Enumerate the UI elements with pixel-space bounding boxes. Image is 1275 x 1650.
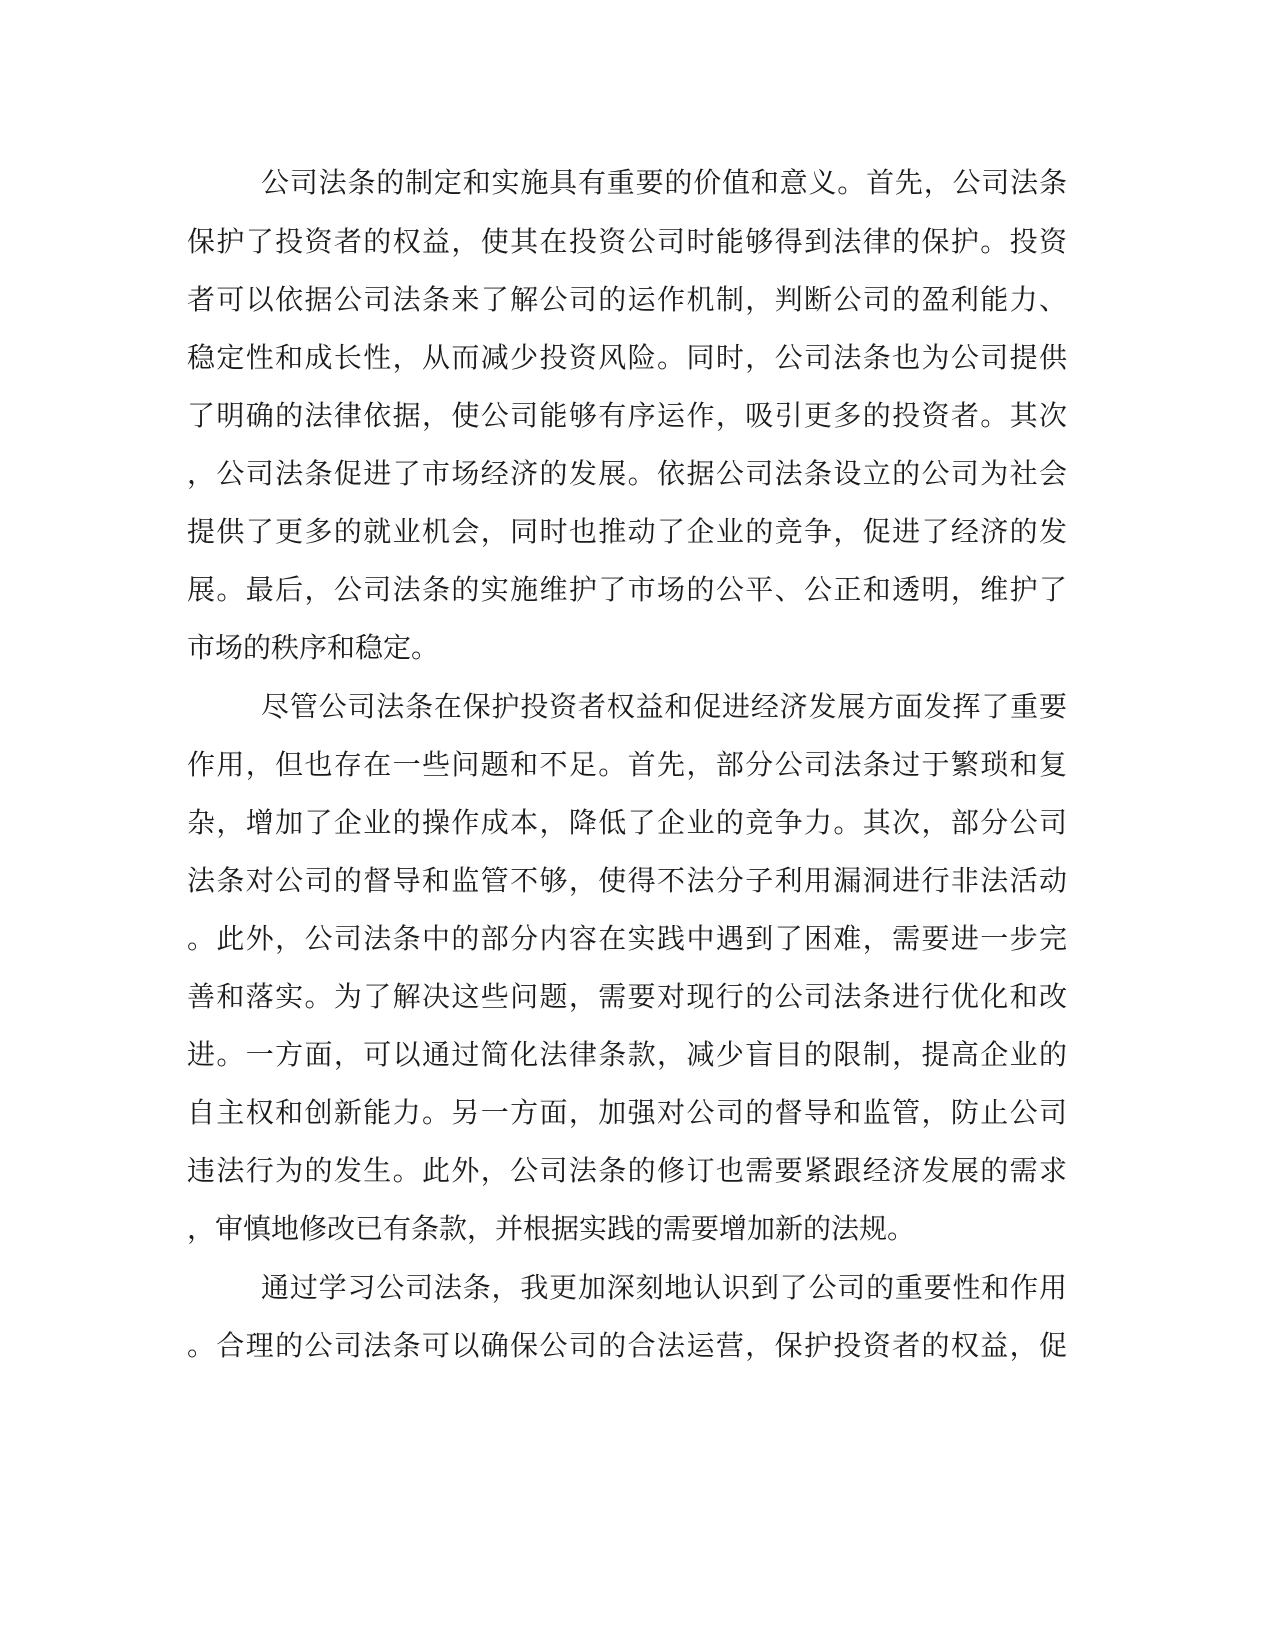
paragraph-line: 展。最后，公司法条的实施维护了市场的公平、公正和透明，维护了 bbox=[187, 573, 1067, 606]
paragraph-line: 。合理的公司法条可以确保公司的合法运营，保护投资者的权益，促 bbox=[187, 1329, 1067, 1362]
paragraph-line: 杂，增加了企业的操作成本，降低了企业的竞争力。其次，部分公司 bbox=[187, 806, 1067, 839]
paragraph-line: ，公司法条促进了市场经济的发展。依据公司法条设立的公司为社会 bbox=[187, 457, 1067, 490]
paragraph-line: 违法行为的发生。此外，公司法条的修订也需要紧跟经济发展的需求 bbox=[187, 1154, 1067, 1187]
paragraph-line: 稳定性和成长性，从而减少投资风险。同时，公司法条也为公司提供 bbox=[187, 341, 1067, 374]
paragraph-line: 作用，但也存在一些问题和不足。首先，部分公司法条过于繁琐和复 bbox=[187, 748, 1067, 781]
paragraph-line: 者可以依据公司法条来了解公司的运作机制，判断公司的盈利能力、 bbox=[187, 283, 1067, 316]
paragraph-line: 提供了更多的就业机会，同时也推动了企业的竞争，促进了经济的发 bbox=[187, 515, 1067, 548]
paragraph-line: 公司法条的制定和实施具有重要的价值和意义。首先，公司法条 bbox=[261, 166, 1067, 199]
paragraph-line: 尽管公司法条在保护投资者权益和促进经济发展方面发挥了重要 bbox=[261, 690, 1067, 723]
paragraph-line: 。此外，公司法条中的部分内容在实践中遇到了困难，需要进一步完 bbox=[187, 922, 1067, 955]
paragraph-line: 保护了投资者的权益，使其在投资公司时能够得到法律的保护。投资 bbox=[187, 225, 1067, 258]
paragraph-line: 通过学习公司法条，我更加深刻地认识到了公司的重要性和作用 bbox=[261, 1271, 1067, 1304]
paragraph-line: 市场的秩序和稳定。 bbox=[187, 631, 440, 664]
paragraph-line: 进。一方面，可以通过简化法律条款，减少盲目的限制，提高企业的 bbox=[187, 1038, 1067, 1071]
paragraph-line: 了明确的法律依据，使公司能够有序运作，吸引更多的投资者。其次 bbox=[187, 399, 1067, 432]
paragraph-line: ，审慎地修改已有条款，并根据实践的需要增加新的法规。 bbox=[187, 1212, 916, 1245]
paragraph-line: 善和落实。为了解决这些问题，需要对现行的公司法条进行优化和改 bbox=[187, 980, 1067, 1013]
paragraph-line: 法条对公司的督导和监管不够，使得不法分子利用漏洞进行非法活动 bbox=[187, 864, 1067, 897]
paragraph-line: 自主权和创新能力。另一方面，加强对公司的督导和监管，防止公司 bbox=[187, 1096, 1067, 1129]
